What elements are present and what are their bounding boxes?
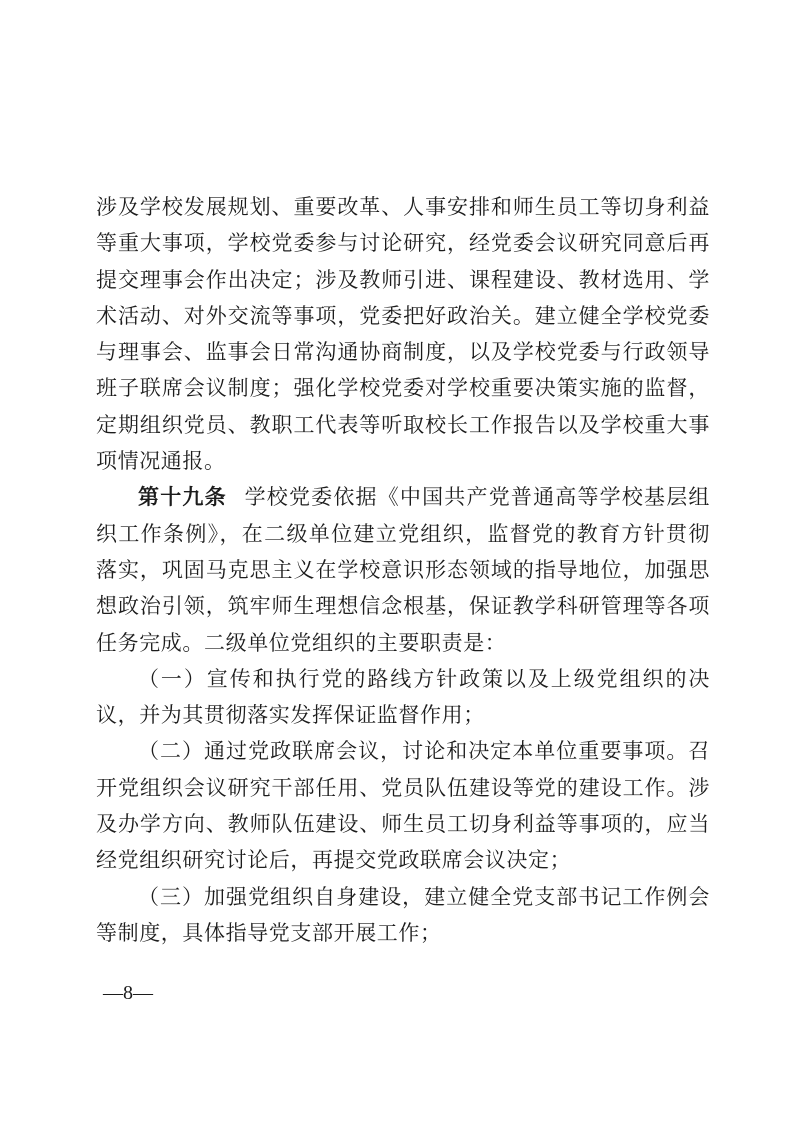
paragraph-text: （二）通过党政联席会议，讨论和决定本单位重要事项。召开党组织会议研究干部任用、党员队伍建设等党的建设工作。涉及办学方向、教师队伍建设、师生员工切身利益等事项的，应当经党组织研究讨论后，再提交党政联席会议决定；	[96, 739, 710, 873]
article-number: 第十九条	[138, 485, 227, 510]
document-body	[96, 189, 710, 951]
page-number: —8—	[103, 982, 153, 1004]
paragraph	[96, 661, 710, 734]
paragraph-text: 学校党委依据《中国共产党普通高等学校基层组织工作条例》，在二级单位建立党组织，监督党的教育方针贯彻落实，巩固马克思主义在学校意识形态领域的指导地位，加强思想政治引领，筑牢师生理想信念根基，保证教学科研管理等各项任务完成。二级单位党组织的主要职责是：	[96, 485, 710, 655]
paragraph	[96, 189, 710, 479]
paragraph	[96, 479, 710, 660]
paragraph	[96, 879, 710, 952]
paragraph	[96, 733, 710, 878]
paragraph-text: （三）加强党组织自身建设，建立健全党支部书记工作例会等制度，具体指导党支部开展工作；	[96, 884, 710, 945]
paragraph-text: （一）宣传和执行党的路线方针政策以及上级党组织的决议，并为其贯彻落实发挥保证监督作用；	[96, 666, 710, 728]
paragraph-text: 涉及学校发展规划、重要改革、人事安排和师生员工等切身利益等重大事项，学校党委参与讨论研究，经党委会议研究同意后再提交理事会作出决定；涉及教师引进、课程建设、教材选用、学术活动、对外交流等事项，党委把好政治关。建立健全学校党委与理事会、监事会日常沟通协商制度，以及学校党委与行政领导班子联席会议制度；强化学校党委对学校重要决策实施的监督，定期组织党员、教职工代表等听取校长工作报告以及学校重大事项情况通报。	[96, 195, 710, 474]
